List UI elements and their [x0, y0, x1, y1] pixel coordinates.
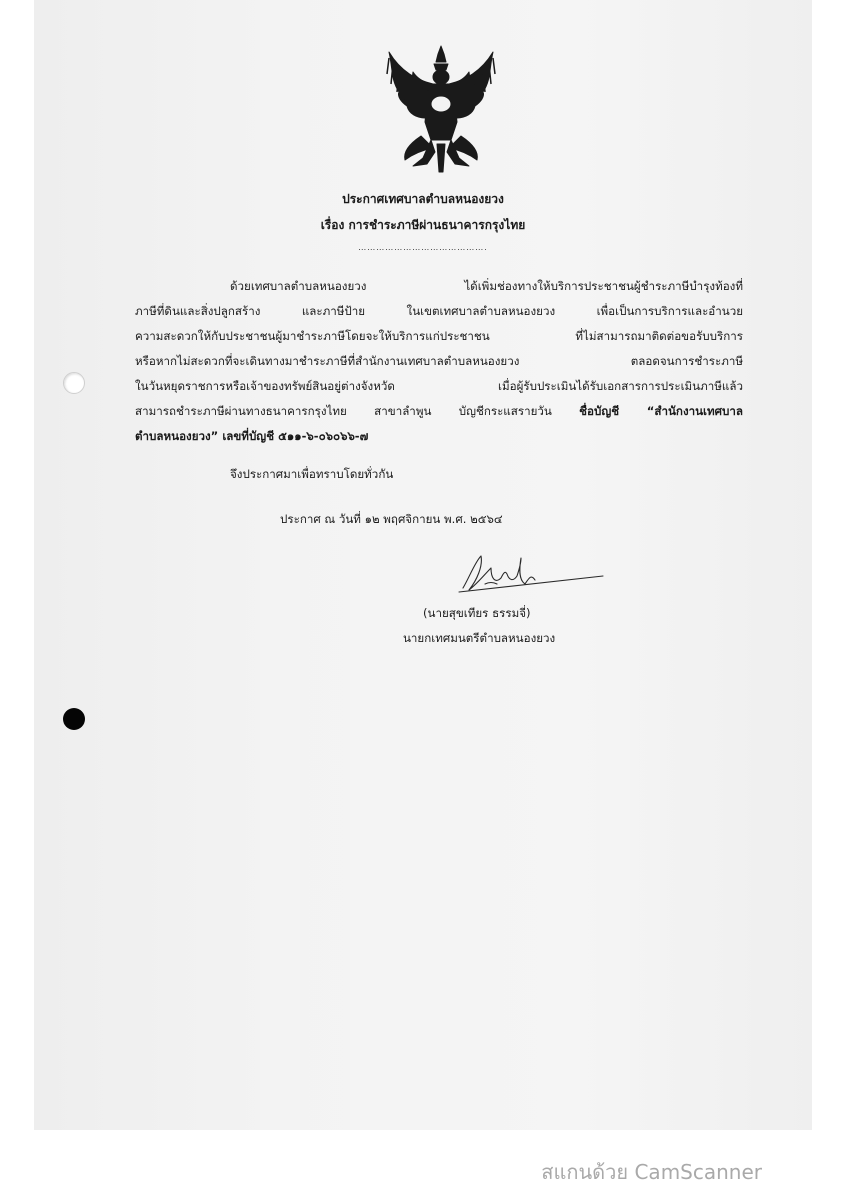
- heading-separator: …………………………………….: [358, 243, 488, 252]
- body-line-7: [135, 428, 743, 444]
- account-name-start: ชื่อบัญชี “สำนักงานเทศบาล: [579, 404, 743, 418]
- body-line-5: ในวันหยุดราชการหรือเจ้าของทรัพย์สินอยู่ต่างจังหวัด เมื่อผู้รับประเมินได้รับเอกสารการประเมินภาษีแล้ว: [135, 379, 743, 393]
- announcement-subject: เรื่อง การชำระภาษีผ่านธนาคารกรุงไทย: [320, 218, 526, 232]
- body-line-2: ภาษีที่ดินและสิ่งปลูกสร้าง และภาษีป้าย ในเขตเทศบาลตำบลหนองยวง เพื่อเป็นการบริการและอำนวย: [135, 304, 743, 318]
- body-line-6: [135, 403, 743, 419]
- signer-title: นายกเทศมนตรีตำบลหนองยวง: [403, 631, 556, 645]
- body-line-4: หรือหากไม่สะดวกที่จะเดินทางมาชำระภาษีที่สำนักงานเทศบาลตำบลหนองยวง ตลอดจนการชำระภาษี: [135, 354, 743, 368]
- camscanner-watermark: สแกนด้วย CamScanner: [541, 1160, 762, 1184]
- account-name-number: ตำบลหนองยวง” เลขที่บัญชี ๕๑๑-๖-๐๖๐๖๖-๗: [135, 429, 369, 443]
- body-line-3: ความสะดวกให้กับประชาชนผู้มาชำระภาษีโดยจะให้บริการแก่ประชาชน ที่ไม่สามารถมาติดต่อขอรับบริการ: [135, 329, 743, 343]
- signature: [455, 548, 605, 598]
- announcement-heading: ประกาศเทศบาลตำบลหนองยวง: [342, 192, 504, 206]
- garuda-emblem-icon: [383, 44, 499, 174]
- closing-line: จึงประกาศมาเพื่อทราบโดยทั่วกัน: [230, 467, 394, 481]
- punch-hole-top: [63, 372, 85, 394]
- punch-hole-bottom: [63, 708, 85, 730]
- body-line-1: ด้วยเทศบาลตำบลหนองยวง ได้เพิ่มช่องทางให้บริการประชาชนผู้ชำระภาษีบำรุงท้องที่: [230, 279, 743, 293]
- signer-name: (นายสุขเทียร ธรรมจี่): [423, 606, 531, 620]
- date-line: ประกาศ ณ วันที่ ๑๒ พฤศจิกายน พ.ศ. ๒๕๖๔: [280, 512, 503, 526]
- body-line-6-text: สามารถชำระภาษีผ่านทางธนาคารกรุงไทย สาขาลำพูน บัญชีกระแสรายวัน: [135, 404, 580, 418]
